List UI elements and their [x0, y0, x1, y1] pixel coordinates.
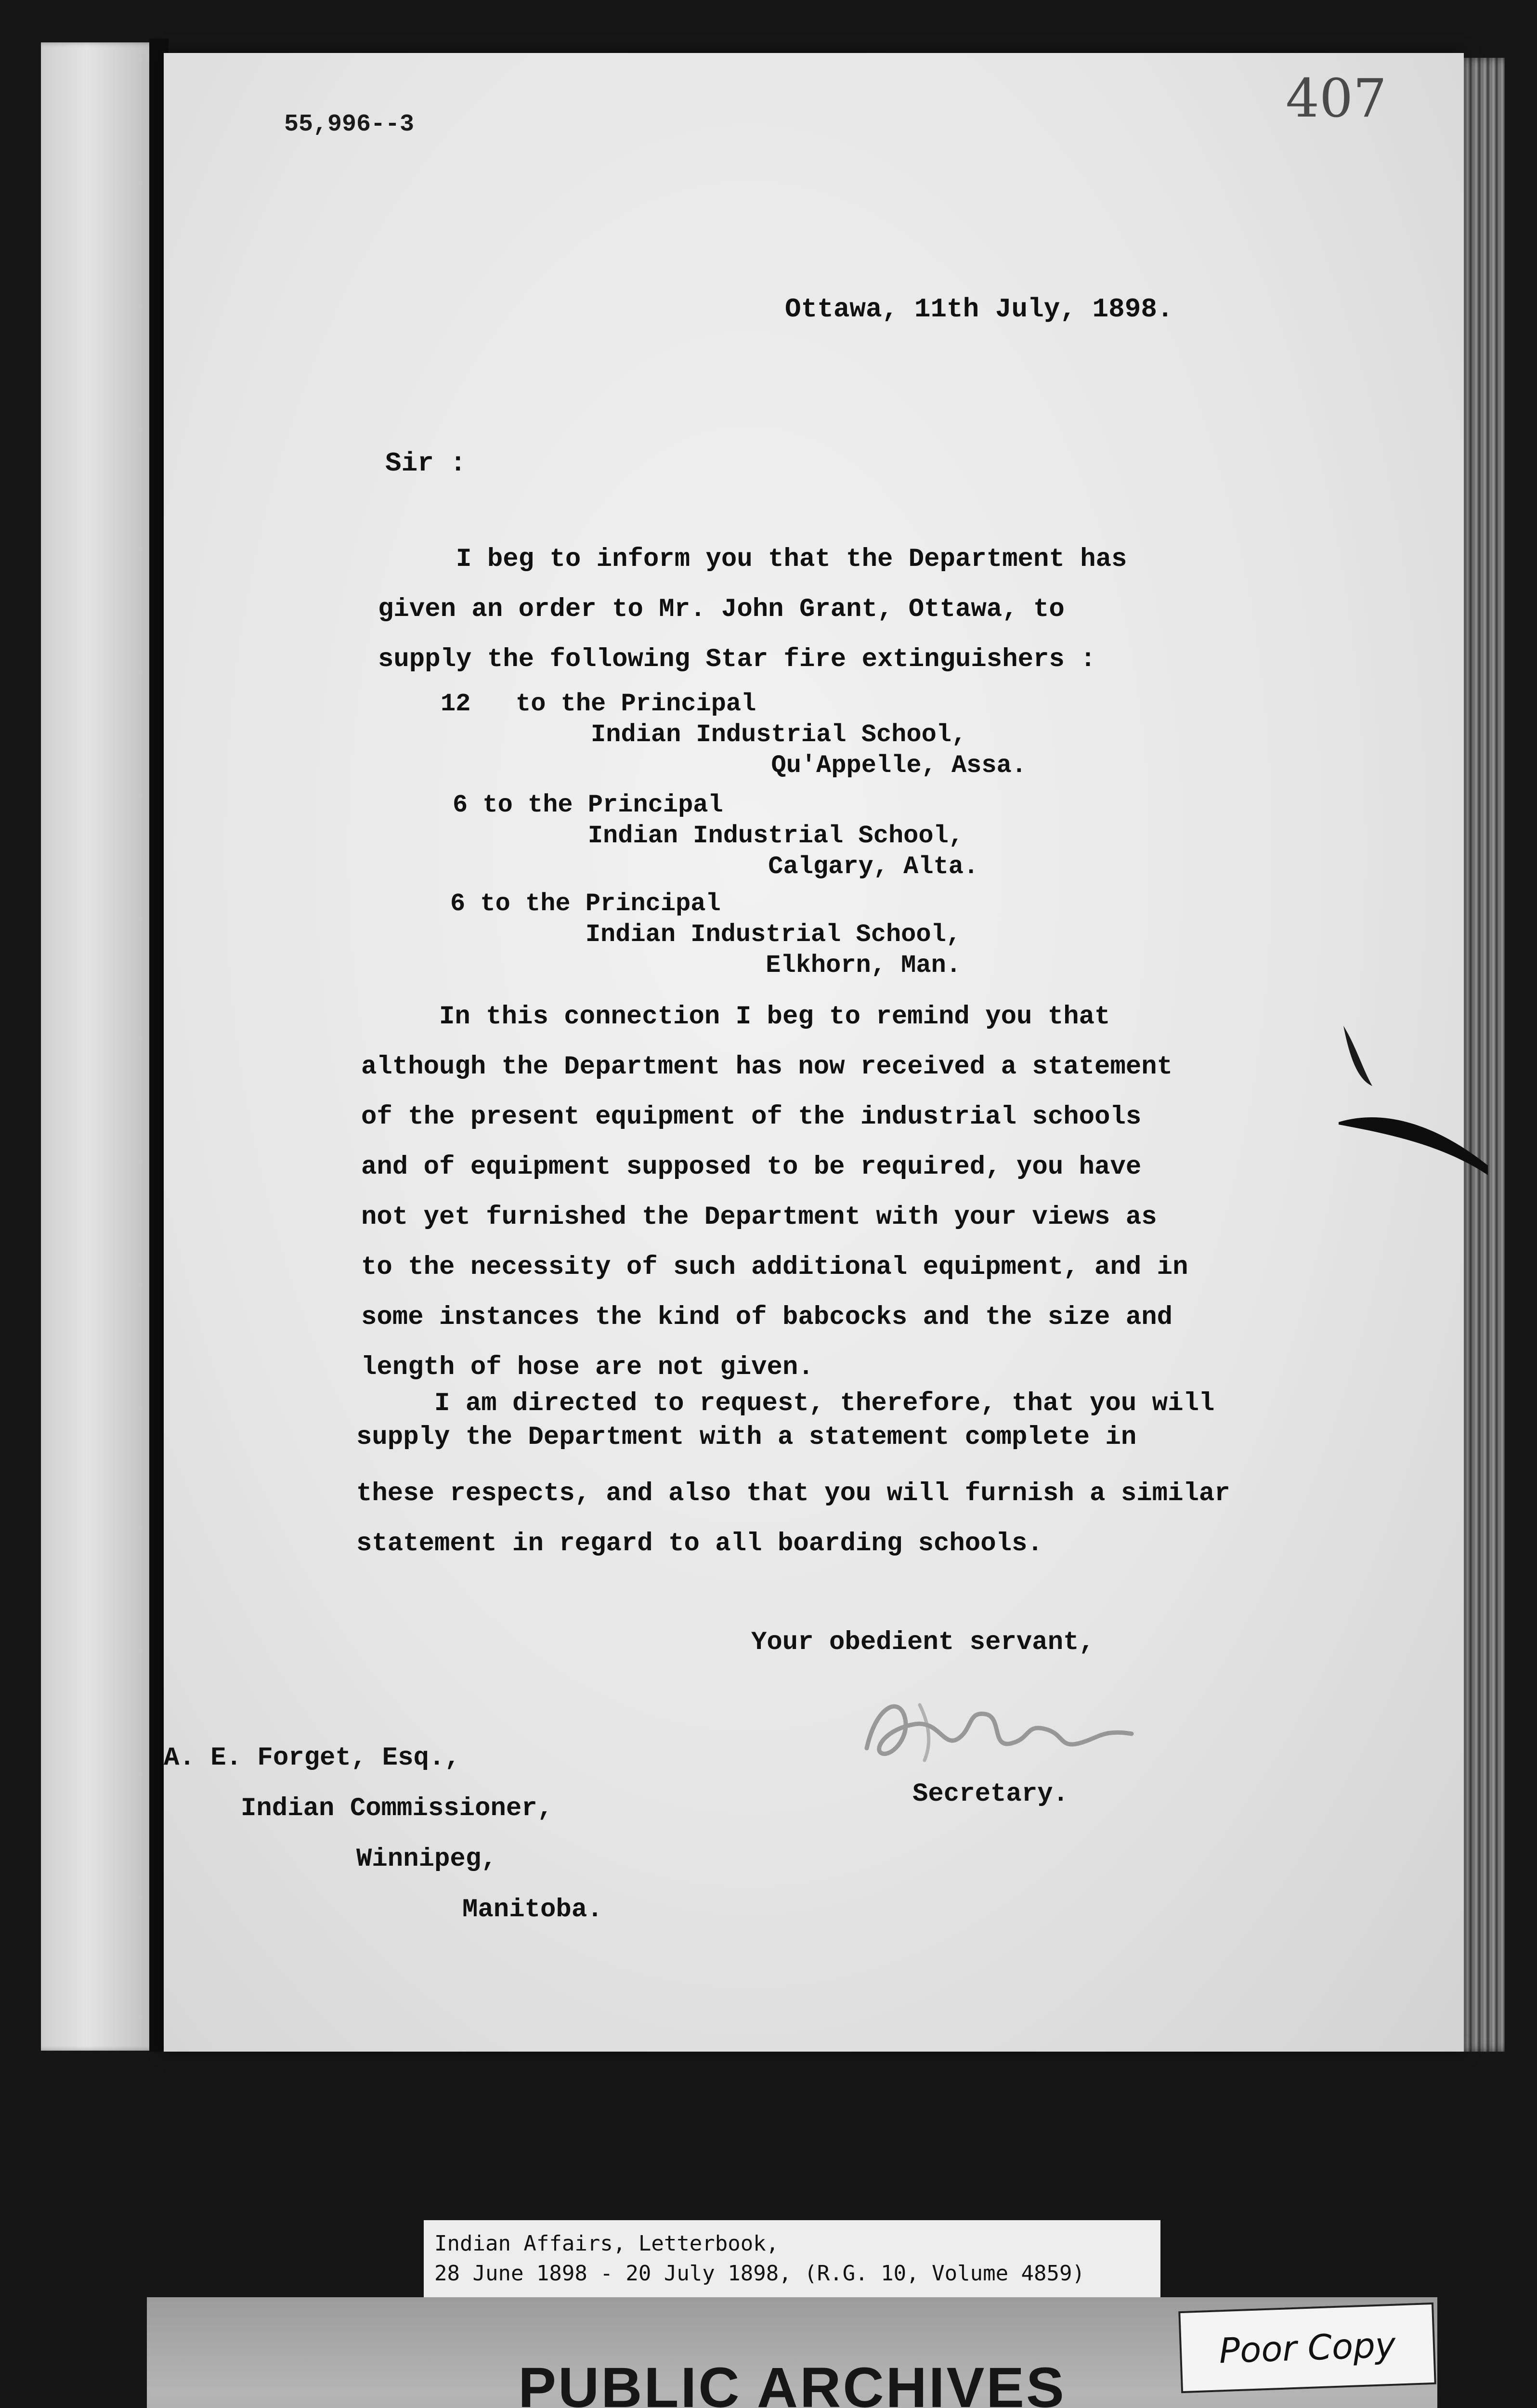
list-line: Calgary, Alta. — [453, 852, 979, 881]
salutation: Sir : — [385, 448, 467, 479]
dateline: Ottawa, 11th July, 1898. — [785, 294, 1173, 325]
paragraph-line: although the Department has now received a statement — [361, 1052, 1173, 1082]
paragraph-line: to the necessity of such additional equipment, and in — [361, 1253, 1188, 1282]
list-line: 6 to the Principal — [453, 791, 723, 819]
paragraph-line: these respects, and also that you will furnish a similar — [356, 1479, 1230, 1508]
addressee-position: Indian Commissioner, — [241, 1794, 553, 1823]
paragraph-3-bottom — [356, 1469, 1230, 1569]
paragraph-3-top — [356, 1387, 1214, 1454]
paragraph-line: statement in regard to all boarding schools. — [356, 1529, 1043, 1558]
list-item — [441, 689, 1027, 781]
fountain-pen-nib — [1329, 1021, 1488, 1175]
paragraph-1 — [378, 535, 1127, 685]
list-line: Qu'Appelle, Assa. — [441, 751, 1027, 780]
paragraph-2 — [361, 992, 1188, 1393]
paragraph-line: supply the following Star fire extinguishers : — [378, 645, 1096, 674]
label-line: 28 June 1898 - 20 July 1898, (R.G. 10, Volume 4859) — [434, 2261, 1085, 2286]
addressee-city: Winnipeg, — [356, 1845, 497, 1874]
paragraph-line: I am directed to request, therefore, that you will — [356, 1389, 1215, 1418]
paragraph-line: I beg to inform you that the Department has — [378, 545, 1127, 574]
handwritten-signature — [847, 1676, 1146, 1772]
poor-copy-stamp: Poor Copy — [1178, 2303, 1436, 2393]
archive-title-en: PUBLIC ARCHIVES — [518, 2356, 1066, 2408]
catalogue-label — [424, 2220, 1160, 2300]
list-item — [450, 889, 961, 981]
list-line: Indian Industrial School, — [453, 822, 964, 850]
paragraph-line: not yet furnished the Department with your views as — [361, 1203, 1157, 1232]
paragraph-line: and of equipment supposed to be required, you have — [361, 1152, 1142, 1182]
paragraph-line: given an order to Mr. John Grant, Ottawa, to — [378, 595, 1065, 624]
list-line: Indian Industrial School, — [441, 720, 967, 749]
label-line: Indian Affairs, Letterbook, — [434, 2231, 779, 2256]
list-item — [453, 790, 978, 882]
paragraph-line: some instances the kind of babcocks and the size and — [361, 1303, 1173, 1332]
addressee-province: Manitoba. — [462, 1895, 603, 1924]
paragraph-line: In this connection I beg to remind you that — [361, 1002, 1110, 1032]
addressee-name: A. E. Forget, Esq., — [164, 1743, 460, 1773]
left-page-strip — [41, 42, 156, 2051]
page-number: 407 — [1286, 67, 1387, 129]
signature-title: Secretary. — [912, 1780, 1069, 1809]
list-line: Indian Industrial School, — [450, 920, 961, 949]
list-line: 6 to the Principal — [450, 890, 721, 918]
paragraph-line: length of hose are not given. — [361, 1353, 814, 1382]
list-line: Elkhorn, Man. — [450, 951, 961, 980]
list-line: 12 to the Principal — [441, 690, 756, 718]
paragraph-line: of the present equipment of the industrial schools — [361, 1102, 1142, 1132]
paragraph-line: supply the Department with a statement complete in — [356, 1423, 1137, 1452]
closing: Your obedient servant, — [751, 1628, 1094, 1657]
file-reference: 55,996--3 — [284, 111, 415, 138]
